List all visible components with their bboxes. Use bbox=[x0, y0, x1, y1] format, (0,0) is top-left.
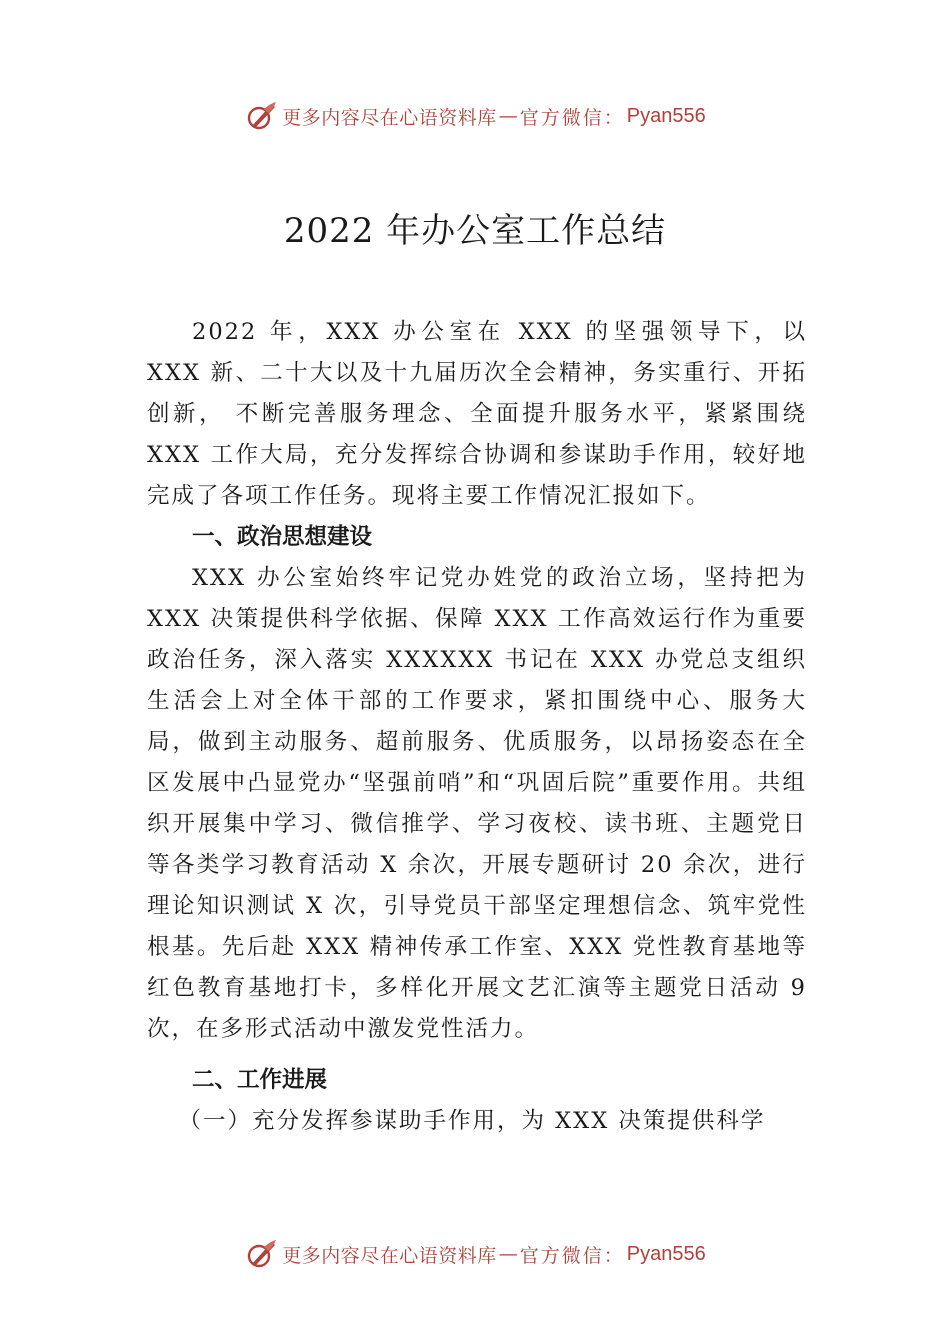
watermark-site-name: 更多内容尽在心语资料库 bbox=[282, 106, 497, 129]
section-paragraph-political: XXX 办公室始终牢记党办姓党的政治立场，坚持把为 XXX 决策提供科学依据、保障 XXX 工作高效运行作为重要政治任务，深入落实 XXXXXX 书记在 XXX 办党总支组织生活会上对全体干部的工作要求，紧扣围绕中心、服务大局，做到主动服务、超前服务、优质服务，以昂扬姿态在全区发展中凸显党办“坚强前哨”和“巩固后院”重要作用。共组织开展集中学习、微信推学、学习夜校、读书班、主题党日等各类学习教育活动 X 余次，开展专题研讨 20 余次，进行理论知识测试 X 次，引导党员干部坚定理想信念、筑牢党性根基。先后赴 XXX 精神传承工作室、XXX 党性教育基地等红色教育基地打卡，多样化开展文艺汇演等主题党日活动 9 次，在多形式活动中激发党性活力。 bbox=[147, 565, 807, 1042]
document-title: 2022 年办公室工作总结 bbox=[283, 211, 667, 251]
quill-pen-logo-icon bbox=[244, 99, 278, 133]
quill-pen-logo-icon bbox=[244, 1237, 278, 1271]
watermark-header bbox=[0, 96, 950, 136]
watermark-wechat-id: Pyan556 bbox=[626, 1242, 706, 1265]
section-heading-political: 一、政治思想建设 bbox=[192, 524, 373, 550]
watermark-wechat-id: Pyan556 bbox=[626, 104, 706, 127]
watermark-footer bbox=[0, 1234, 950, 1274]
watermark-label: 官方微信： bbox=[519, 106, 625, 129]
watermark-label: 官方微信： bbox=[519, 1244, 625, 1267]
watermark-site-name: 更多内容尽在心语资料库 bbox=[282, 1244, 497, 1267]
section-heading-progress: 二、工作进展 bbox=[192, 1067, 328, 1093]
document-body bbox=[147, 312, 807, 1142]
watermark-separator: — bbox=[498, 105, 518, 127]
subsection-heading-1: （一）充分发挥参谋助手作用，为 XXX 决策提供科学 bbox=[178, 1108, 766, 1134]
intro-paragraph: 2022 年，XXX 办公室在 XXX 的坚强领导下，以 XXX 新、二十大以及十九届历次全会精神，务实重行、开拓创新， 不断完善服务理念、全面提升服务水平，紧紧围绕 XXX 工作大局，充分发挥综合协调和参谋助手作用，较好地完成了各项工作任务。现将主要工作情况汇报如下。 bbox=[147, 319, 807, 509]
watermark-separator: — bbox=[498, 1243, 518, 1265]
